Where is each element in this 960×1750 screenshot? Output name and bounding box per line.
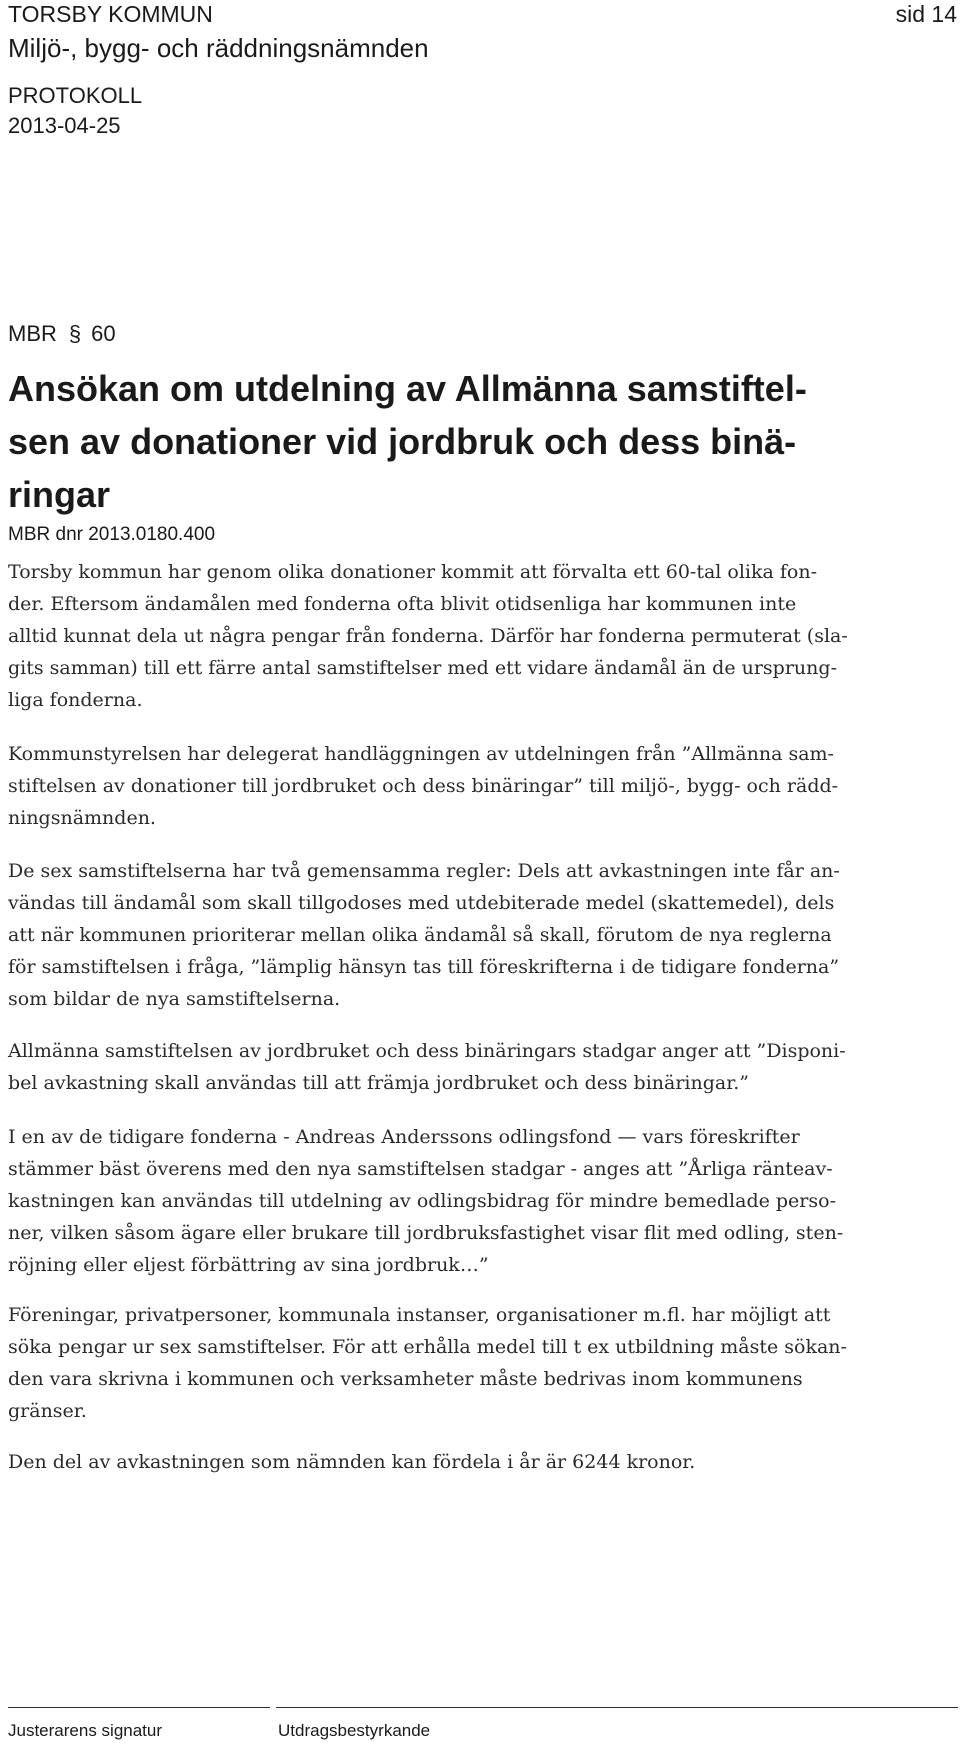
paragraph-line: Kommunstyrelsen har delegerat handläggningen av utdelningen från ”Allmänna sam- — [8, 743, 834, 765]
paragraph-line: gits samman) till ett färre antal samstiftelser med ett vidare ändamål än de ursprung- — [8, 657, 837, 679]
paragraph-line: vändas till ändamål som skall tillgodoses med utdebiterade medel (skattemedel), dels — [8, 892, 835, 914]
item-number: 60 — [91, 321, 116, 346]
page-title — [8, 362, 948, 521]
paragraph-common-rules — [8, 855, 953, 1015]
paragraph-line: att när kommunen prioriterar mellan olika ändamål så skall, förutom de nya reglerna — [8, 924, 832, 946]
paragraph-line: Torsby kommun har genom olika donationer kommit att förvalta ett 60-tal olika fon- — [8, 561, 818, 583]
paragraph-line: bel avkastning skall användas till att främja jordbruket och dess binäringar.” — [8, 1072, 749, 1094]
paragraph-line: Allmänna samstiftelsen av jordbruket och dess binäringars stadgar anger att ”Disponi- — [8, 1040, 846, 1062]
paragraph-line: den vara skrivna i kommunen och verksamheter måste bedrivas inom kommunens — [8, 1368, 803, 1390]
organization-name: TORSBY KOMMUN — [8, 1, 213, 27]
signature-rule — [8, 1707, 270, 1708]
paragraph-line: röjning eller eljest förbättring av sina jordbruk…” — [8, 1254, 489, 1276]
paragraph-line: I en av de tidigare fonderna - Andreas Anderssons odlingsfond — vars föreskrifter — [8, 1126, 800, 1148]
item-prefix: MBR — [8, 321, 57, 346]
paragraph-former-fund — [8, 1121, 953, 1281]
paragraph-line: liga fonderna. — [8, 689, 143, 711]
paragraph-line: Den del av avkastningen som nämnden kan fördela i år är 6244 kronor. — [8, 1451, 696, 1473]
title-line: ringar — [8, 474, 111, 515]
paragraph-line: för samstiftelsen i fråga, ”lämplig hänsyn tas till föreskrifterna i de tidigare fonderna” — [8, 956, 840, 978]
paragraph-line: stiftelsen av donationer till jordbruket och dess binäringar” till miljö-, bygg- och rädd- — [8, 775, 839, 797]
extract-label: Utdragsbestyrkande — [278, 1721, 431, 1740]
paragraph-delegation — [8, 738, 953, 834]
paragraph-line: gränser. — [8, 1400, 87, 1422]
paragraph-line: stämmer bäst överens med den nya samstiftelsen stadgar - anges att ”Årliga ränteav- — [8, 1158, 833, 1180]
paragraph-line: ningsnämnden. — [8, 807, 156, 829]
paragraph-eligibility — [8, 1299, 953, 1427]
paragraph-line: ner, vilken såsom ägare eller brukare till jordbruksfastighet visar flit med odling, sten- — [8, 1222, 844, 1244]
paragraph-line: söka pengar ur sex samstiftelser. För att erhålla medel till t ex utbildning måste sökan- — [8, 1336, 847, 1358]
case-number: MBR dnr 2013.0180.400 — [8, 524, 216, 545]
title-line: sen av donationer vid jordbruk och dess binä- — [8, 421, 797, 462]
paragraph-amount — [8, 1446, 953, 1478]
paragraph-line: kastningen kan användas till utdelning av odlingsbidrag för mindre bemedlade perso- — [8, 1190, 836, 1212]
paragraph-line: Föreningar, privatpersoner, kommunala instanser, organisationer m.fl. har möjligt att — [8, 1304, 831, 1326]
section-sign: § — [68, 321, 82, 346]
document-type: PROTOKOLL — [8, 83, 143, 108]
extract-rule — [276, 1707, 958, 1708]
item-reference — [8, 320, 116, 348]
paragraph-line: alltid kunnat dela ut några pengar från fonderna. Därför har fonderna permuterat (sla- — [8, 625, 848, 647]
page-number: sid 14 — [895, 1, 957, 27]
board-name: Miljö-, bygg- och räddningsnämnden — [8, 33, 429, 63]
document-date: 2013-04-25 — [8, 113, 121, 138]
signature-label: Justerarens signatur — [8, 1721, 163, 1740]
paragraph-line: De sex samstiftelserna har två gemensamma regler: Dels att avkastningen inte får an- — [8, 860, 840, 882]
paragraph-line: der. Eftersom ändamålen med fonderna ofta blivit otidsenliga har kommunen inte — [8, 593, 797, 615]
paragraph-statutes — [8, 1035, 953, 1099]
title-line: Ansökan om utdelning av Allmänna samstiftel- — [8, 368, 807, 409]
paragraph-line: som bildar de nya samstiftelserna. — [8, 988, 341, 1010]
paragraph-background — [8, 556, 953, 716]
